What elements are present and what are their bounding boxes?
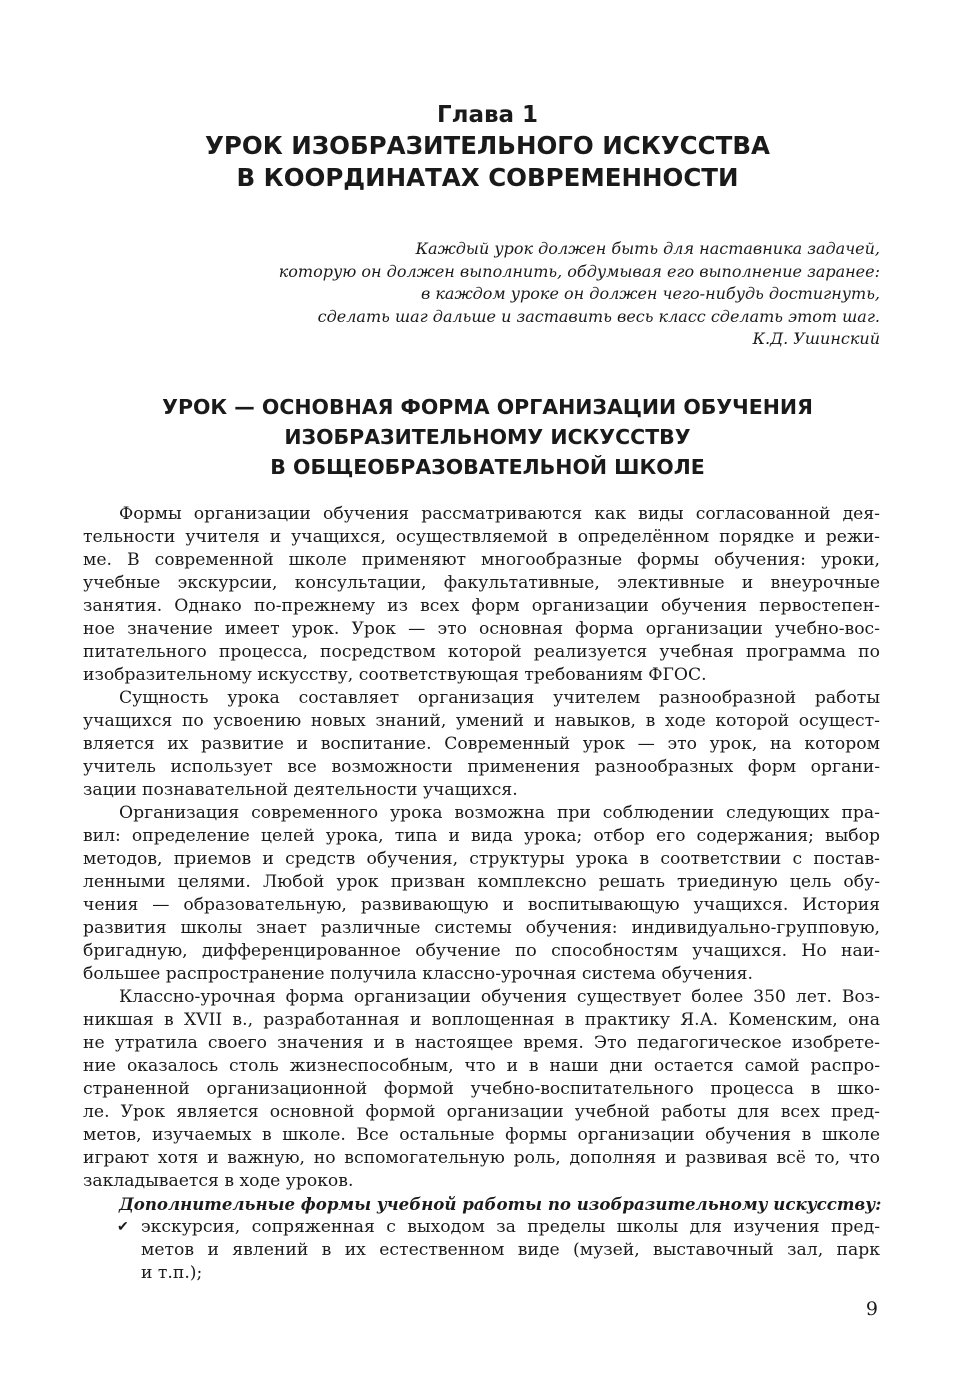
text-line: учитель использует все возможности применения разнообразных форм органи- [83,757,880,777]
epigraph-author: К.Д. Ушинский [752,329,880,349]
text-line: зации познавательной деятельности учащихся. [83,780,518,800]
body-text [83,503,880,1285]
text-line: никшая в XVII в., разработанная и воплощенная в практику Я.А. Коменским, она [83,1010,880,1030]
chapter-title-line: В КООРДИНАТАХ СОВРЕМЕННОСТИ [236,163,739,192]
epigraph-line: в каждом уроке он должен чего-нибудь достигнуть, [420,284,880,304]
text-line: вляется их развитие и воспитание. Современный урок — это урок, на котором [83,734,880,754]
epigraph-line: которую он должен выполнить, обдумывая его выполнение заранее: [278,261,880,281]
text-line: ле. Урок является основной формой организации учебной работы для всех пред- [83,1102,880,1122]
additional-forms-block [83,1193,880,1285]
checkmark-icon: ✔ [117,1219,129,1235]
text-line: ние оказалось столь жизнеспособным, что и в наши дни остается самой распро- [83,1056,880,1076]
section-title [0,392,975,482]
paragraph [83,986,880,1193]
list-item [83,1216,880,1239]
text-line: Организация современного урока возможна при соблюдении следующих пра- [119,803,880,823]
text-line: закладывается в ходе уроков. [83,1171,354,1191]
additional-forms-heading: Дополнительные формы учебной работы по изобразительному искусству: [119,1194,882,1214]
text-line: метов, изучаемых в школе. Все остальные формы организации обучения в школе [83,1125,880,1145]
list-item-text: и т.п.); [141,1263,203,1283]
text-line: чения — образовательную, развивающую и воспитывающую учащихся. История [83,895,880,915]
paragraph [83,503,880,687]
text-line: тельности учителя и учащихся, осуществляемой в определённом порядке и режи- [83,527,880,547]
text-line: учащихся по усвоению новых знаний, умений и навыков, в ходе которой осущест- [83,711,880,731]
section-title-line: ИЗОБРАЗИТЕЛЬНОМУ ИСКУССТВУ [284,425,691,449]
text-line: большее распространение получила классно-урочная система обучения. [83,964,753,984]
text-line: развития школы знает различные системы обучения: индивидуально-групповую, [83,918,880,938]
section-title-line: УРОК — ОСНОВНАЯ ФОРМА ОРГАНИЗАЦИИ ОБУЧЕНИЯ [162,395,813,419]
text-line: вил: определение целей урока, типа и вида урока; отбор его содержания; выбор [83,826,880,846]
section-title-line: В ОБЩЕОБРАЗОВАТЕЛЬНОЙ ШКОЛЕ [270,455,705,479]
text-line: методов, приемов и средств обучения, структуры урока в соответствии с постав- [83,849,880,869]
text-line: ленными целями. Любой урок призван комплексно решать триединую цель обу- [83,872,880,892]
text-line: занятия. Однако по-прежнему из всех форм организации обучения первостепен- [83,596,880,616]
text-line: играют хотя и важную, но вспомогательную роль, дополняя и развивая всё то, что [83,1148,880,1168]
epigraph-line: сделать шаг дальше и заставить весь класс сделать этот шаг. [317,306,880,326]
list-item-text: метов и явлений в их естественном виде (музей, выставочный зал, парк [141,1240,880,1260]
paragraph [83,802,880,986]
text-line: питательного процесса, посредством которой реализуется учебная программа по [83,642,880,662]
text-line: страненной организационной формой учебно-воспитательного процесса в шко- [83,1079,880,1099]
chapter-label: Глава 1 [436,102,539,128]
text-line: Сущность урока составляет организация учителем разнообразной работы [119,688,880,708]
text-line: ное значение имеет урок. Урок — это основная форма организации учебно-вос- [83,619,880,639]
text-line: учебные экскурсии, консультации, факультативные, элективные и внеурочные [83,573,880,593]
chapter-title [0,130,975,194]
epigraph [260,238,880,351]
text-line: бригадную, дифференцированное обучение по способностям учащихся. Но наи- [83,941,880,961]
paragraph [83,687,880,802]
text-line: изобразительному искусству, соответствующая требованиям ФГОС. [83,665,707,685]
text-line: Формы организации обучения рассматриваются как виды согласованной дея- [119,504,880,524]
page-number: 9 [865,1298,878,1320]
list-item-text: экскурсия, сопряженная с выходом за пределы школы для изучения пред- [141,1217,880,1237]
epigraph-line: Каждый урок должен быть для наставника задачей, [415,239,880,258]
text-line: не утратила своего значения и в настоящее время. Это педагогическое изобрете- [83,1033,880,1053]
chapter-title-line: УРОК ИЗОБРАЗИТЕЛЬНОГО ИСКУССТВА [205,131,770,160]
text-line: ме. В современной школе применяют многообразные формы обучения: уроки, [83,550,880,570]
text-line: Классно-урочная форма организации обучения существует более 350 лет. Воз- [119,987,880,1007]
